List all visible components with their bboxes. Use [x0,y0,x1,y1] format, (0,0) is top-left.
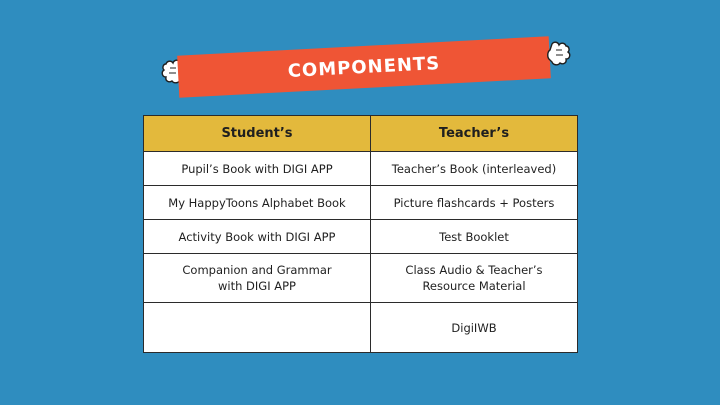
title-banner [160,34,572,98]
column-header-students: Student’s [144,116,371,152]
page-title: COMPONENTS [287,52,441,82]
teacher-cell: Test Booklet [371,220,578,254]
table-row [144,254,578,303]
student-cell: Pupil’s Book with DIGI APP [144,152,371,186]
column-header-teachers: Teacher’s [371,116,578,152]
glove-hand-icon [544,38,572,68]
table-header-row [144,116,578,152]
table-row [144,186,578,220]
teacher-cell: Teacher’s Book (interleaved) [371,152,578,186]
banner-ribbon [177,36,551,97]
student-cell [144,303,371,353]
teacher-cell: Class Audio & Teacher’s Resource Material [371,254,578,303]
student-cell: Activity Book with DIGI APP [144,220,371,254]
teacher-cell: DigiIWB [371,303,578,353]
components-table [143,115,578,353]
teacher-cell: Picture flashcards + Posters [371,186,578,220]
student-cell: Companion and Grammar with DIGI APP [144,254,371,303]
table-row [144,303,578,353]
student-cell: My HappyToons Alphabet Book [144,186,371,220]
table-row [144,220,578,254]
table-row [144,152,578,186]
